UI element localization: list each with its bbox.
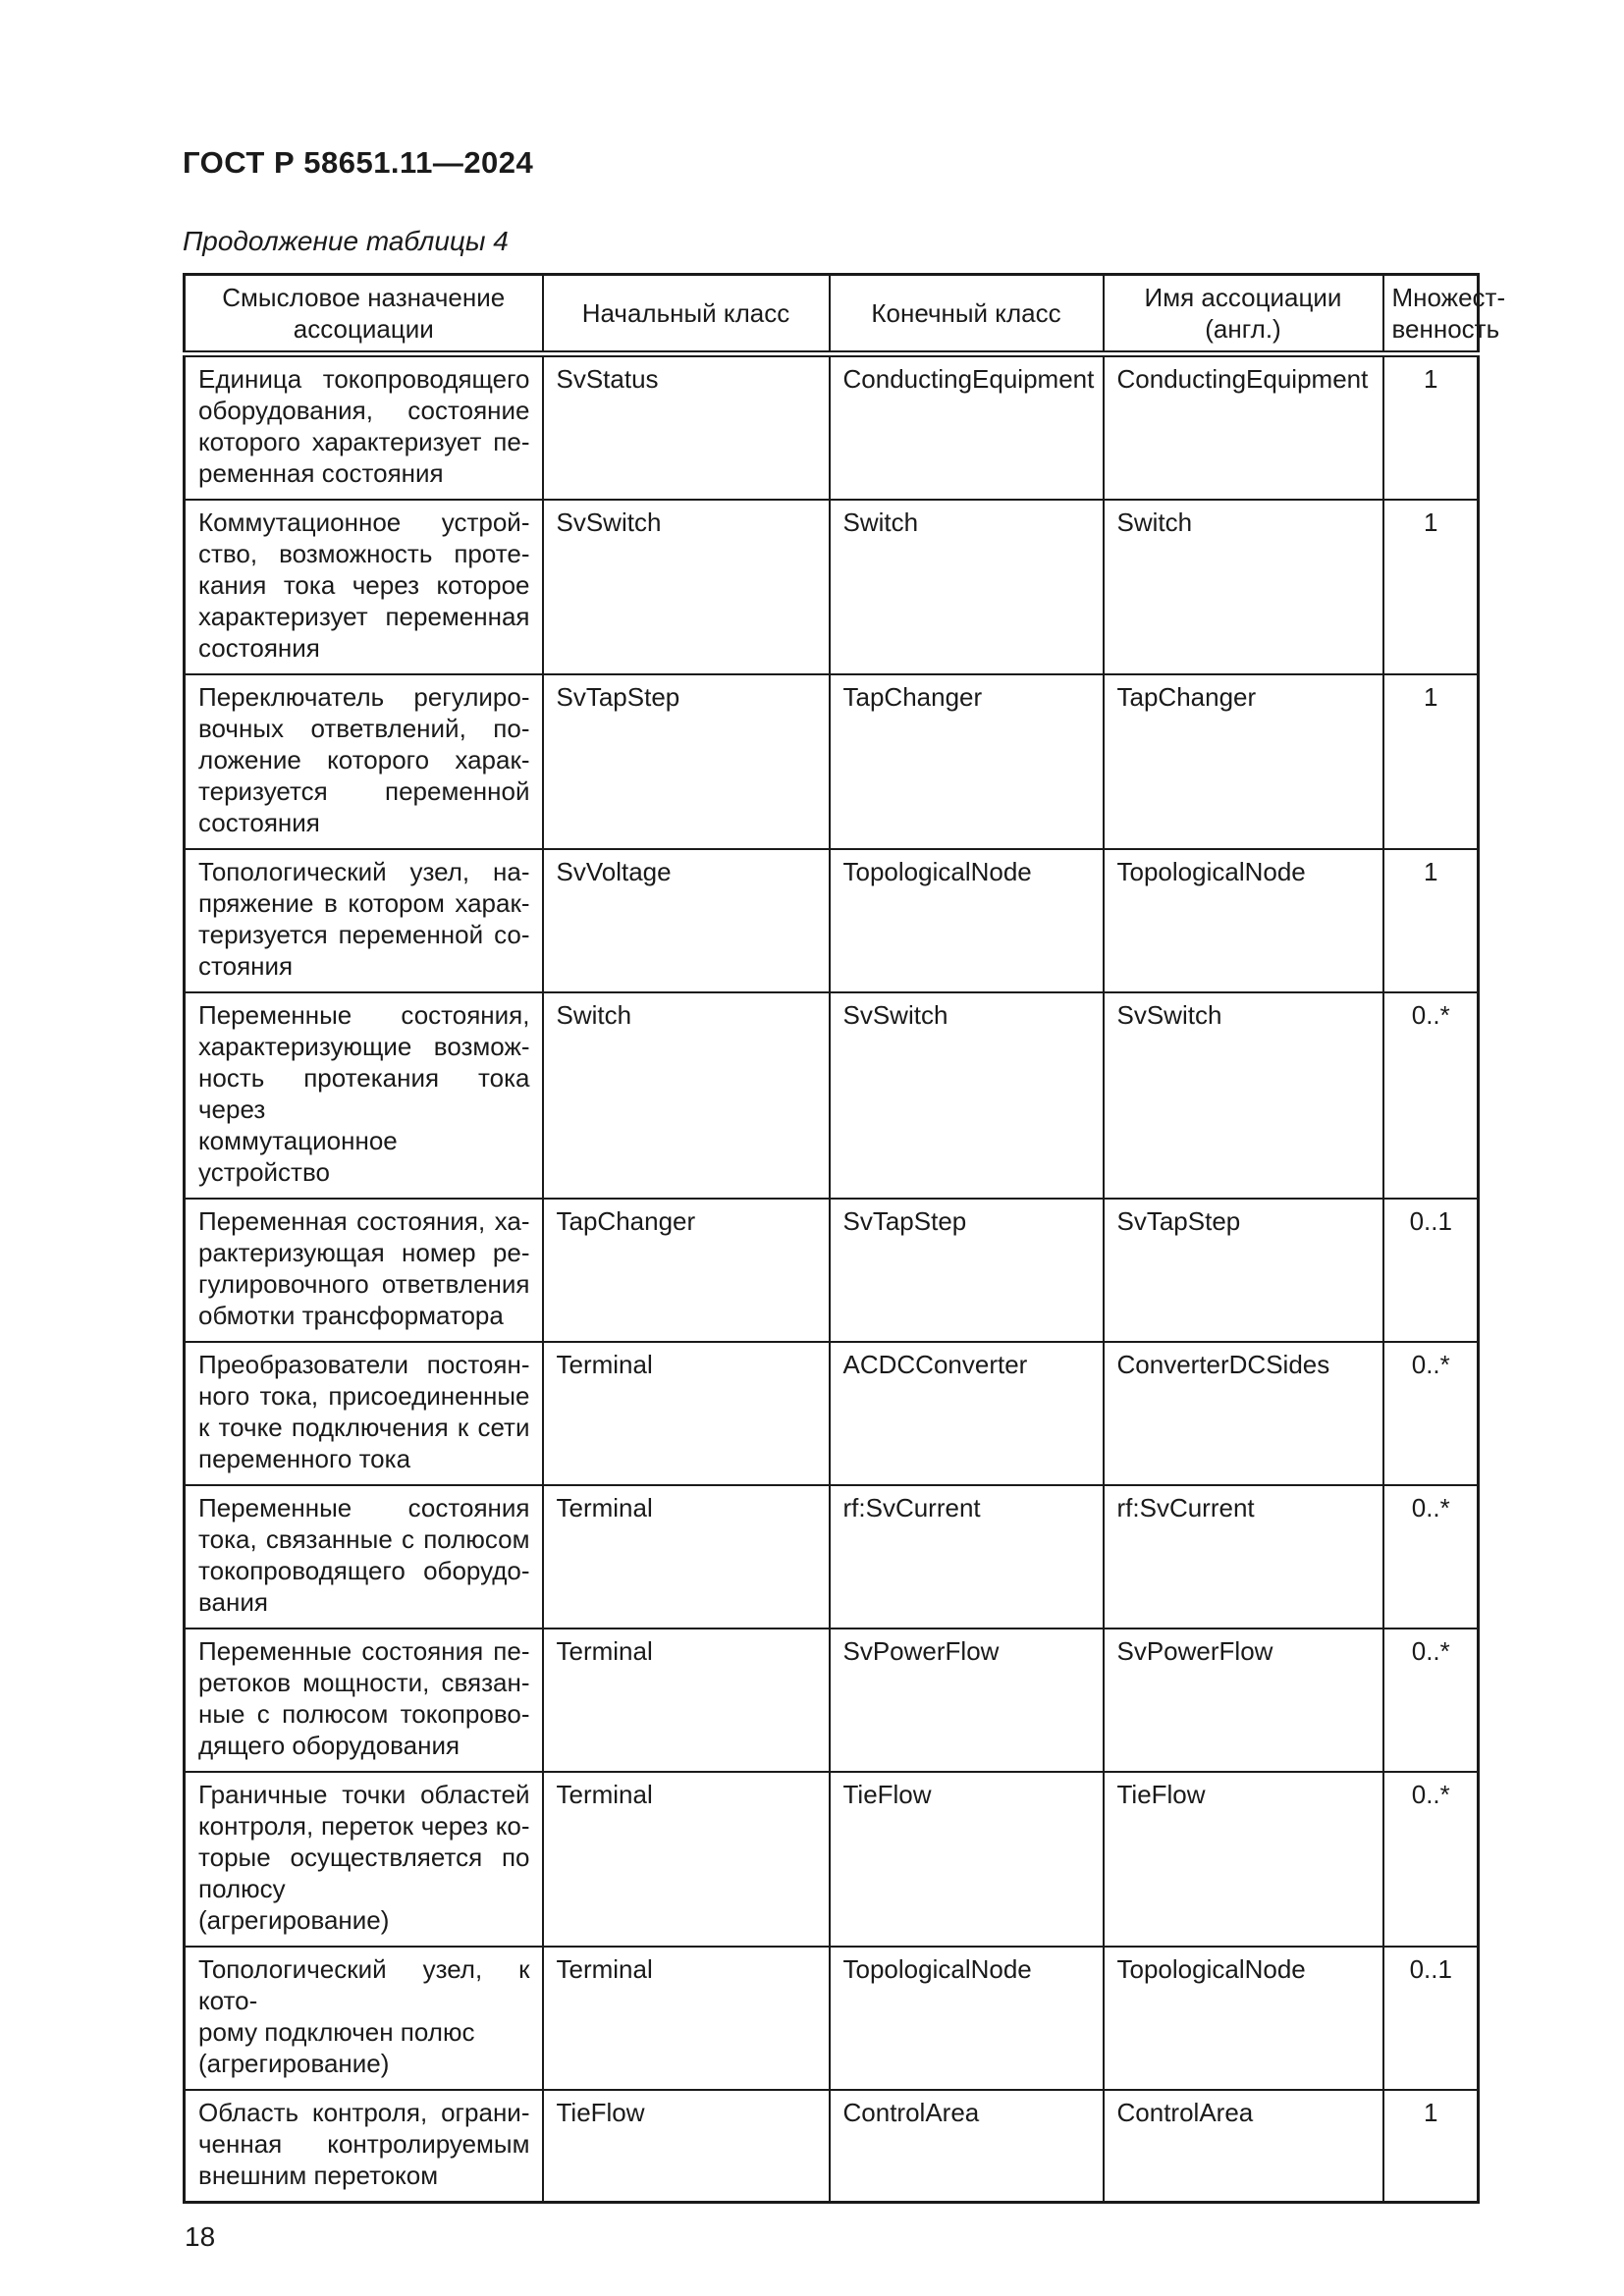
cell-start-class: SvSwitch bbox=[543, 500, 830, 674]
cell-end-class: ConductingEquipment bbox=[830, 354, 1104, 501]
cell-multiplicity: 1 bbox=[1383, 354, 1479, 501]
table-row bbox=[185, 1485, 1479, 1629]
table-row bbox=[185, 849, 1479, 992]
cell-start-class: Terminal bbox=[543, 1629, 830, 1772]
cell-association-name: rf:SvCurrent bbox=[1104, 1485, 1383, 1629]
text-line: Переменные состояния bbox=[198, 1493, 530, 1522]
text-line: ность протекания тока через bbox=[198, 1063, 530, 1124]
text-line: тока, связанные с полюсом bbox=[198, 1524, 530, 1554]
table-row bbox=[185, 674, 1479, 849]
cell-end-class: TapChanger bbox=[830, 674, 1104, 849]
text-line: внешним перетоком bbox=[198, 2161, 439, 2190]
header-row bbox=[185, 275, 1479, 354]
text-line: коммутационное устройство bbox=[198, 1126, 398, 1187]
page-number: 18 bbox=[185, 2221, 216, 2252]
cell-start-class: TieFlow bbox=[543, 2090, 830, 2203]
cell-end-class: TopologicalNode bbox=[830, 849, 1104, 992]
text-line: Переменные состояния пе- bbox=[198, 1636, 530, 1666]
cell-end-class: SvPowerFlow bbox=[830, 1629, 1104, 1772]
text-line: полюсу bbox=[198, 1874, 286, 1903]
cell-end-class: ACDCConverter bbox=[830, 1342, 1104, 1485]
cell-association-name: SvTapStep bbox=[1104, 1199, 1383, 1342]
cell-association-name: TapChanger bbox=[1104, 674, 1383, 849]
cell-multiplicity: 1 bbox=[1383, 849, 1479, 992]
header-text-line: Смысловое назначение bbox=[222, 283, 506, 312]
text-line: Переменные состояния, bbox=[198, 1000, 530, 1030]
cell-multiplicity: 0..* bbox=[1383, 992, 1479, 1199]
cell-multiplicity: 1 bbox=[1383, 500, 1479, 674]
text-line: стояния bbox=[198, 951, 294, 981]
cell-purpose bbox=[185, 354, 543, 501]
text-line: ременная состояния bbox=[198, 458, 444, 488]
text-line: теризуется переменной bbox=[198, 776, 530, 806]
cell-end-class: rf:SvCurrent bbox=[830, 1485, 1104, 1629]
cell-association-name: TieFlow bbox=[1104, 1772, 1383, 1947]
text-line: контроля, переток через ко- bbox=[198, 1811, 530, 1841]
cell-multiplicity: 0..1 bbox=[1383, 1199, 1479, 1342]
text-line: переменного тока bbox=[198, 1444, 411, 1473]
cell-start-class: SvTapStep bbox=[543, 674, 830, 849]
cell-purpose bbox=[185, 1342, 543, 1485]
header-text-line: венность bbox=[1391, 314, 1500, 344]
table-row bbox=[185, 354, 1479, 501]
text-line: Граничные точки областей bbox=[198, 1780, 530, 1809]
cell-purpose bbox=[185, 992, 543, 1199]
cell-end-class: SvSwitch bbox=[830, 992, 1104, 1199]
text-line: к точке подключения к сети bbox=[198, 1413, 530, 1442]
cell-start-class: Switch bbox=[543, 992, 830, 1199]
cell-association-name: TopologicalNode bbox=[1104, 1947, 1383, 2090]
col-header-end-class bbox=[830, 275, 1104, 354]
text-line: токопроводящего оборудо- bbox=[198, 1556, 530, 1585]
cell-association-name: ConverterDCSides bbox=[1104, 1342, 1383, 1485]
cell-start-class: Terminal bbox=[543, 1772, 830, 1947]
text-line: состояния bbox=[198, 633, 320, 663]
text-line: Единица токопроводящего bbox=[198, 364, 530, 394]
text-line: (агрегирование) bbox=[198, 1905, 390, 1935]
text-line: Переменная состояния, ха- bbox=[198, 1206, 530, 1236]
cell-multiplicity: 0..* bbox=[1383, 1629, 1479, 1772]
cell-association-name: SvPowerFlow bbox=[1104, 1629, 1383, 1772]
table-row bbox=[185, 2090, 1479, 2203]
text-line: Топологический узел, на- bbox=[198, 857, 530, 886]
cell-multiplicity: 0..1 bbox=[1383, 1947, 1479, 2090]
text-line: гулировочного ответвления bbox=[198, 1269, 530, 1299]
cell-purpose bbox=[185, 1772, 543, 1947]
text-line: Область контроля, ограни- bbox=[198, 2098, 530, 2127]
cell-multiplicity: 0..* bbox=[1383, 1485, 1479, 1629]
text-line: состояния bbox=[198, 808, 320, 837]
cell-start-class: SvVoltage bbox=[543, 849, 830, 992]
cell-multiplicity: 0..* bbox=[1383, 1772, 1479, 1947]
table-row bbox=[185, 1772, 1479, 1947]
cell-multiplicity: 1 bbox=[1383, 2090, 1479, 2203]
cell-end-class: ControlArea bbox=[830, 2090, 1104, 2203]
header-text-line: Имя ассоциации (англ.) bbox=[1144, 283, 1342, 344]
associations-table bbox=[183, 273, 1506, 2204]
cell-end-class: Switch bbox=[830, 500, 1104, 674]
document-code: ГОСТ Р 58651.11—2024 bbox=[183, 145, 534, 180]
cell-end-class: TieFlow bbox=[830, 1772, 1104, 1947]
text-line: (агрегирование) bbox=[198, 2049, 390, 2078]
text-line: обмотки трансформатора bbox=[198, 1301, 504, 1330]
header-text-line: ассоциации bbox=[293, 314, 434, 344]
cell-association-name: TopologicalNode bbox=[1104, 849, 1383, 992]
table-row bbox=[185, 1947, 1479, 2090]
text-line: ного тока, присоединенные bbox=[198, 1381, 530, 1411]
cell-purpose bbox=[185, 1629, 543, 1772]
text-line: дящего оборудования bbox=[198, 1731, 460, 1760]
text-line: которого характеризует пе- bbox=[198, 427, 530, 456]
table-row bbox=[185, 500, 1479, 674]
table-row bbox=[185, 1629, 1479, 1772]
cell-end-class: SvTapStep bbox=[830, 1199, 1104, 1342]
cell-purpose bbox=[185, 674, 543, 849]
cell-start-class: Terminal bbox=[543, 1342, 830, 1485]
text-line: торые осуществляется по bbox=[198, 1842, 530, 1872]
text-line: рактеризующая номер ре- bbox=[198, 1238, 530, 1267]
text-line: ретоков мощности, связан- bbox=[198, 1668, 530, 1697]
text-line: Коммутационное устрой- bbox=[198, 507, 530, 537]
cell-start-class: Terminal bbox=[543, 1485, 830, 1629]
cell-purpose bbox=[185, 1947, 543, 2090]
table-row bbox=[185, 1199, 1479, 1342]
associations-table-header bbox=[185, 275, 1506, 354]
text-line: ложение которого харак- bbox=[198, 745, 530, 774]
cell-association-name: Switch bbox=[1104, 500, 1383, 674]
cell-purpose bbox=[185, 1199, 543, 1342]
cell-multiplicity: 0..* bbox=[1383, 1342, 1479, 1485]
text-line: ство, возможность проте- bbox=[198, 539, 530, 568]
cell-purpose bbox=[185, 2090, 543, 2203]
cell-end-class: TopologicalNode bbox=[830, 1947, 1104, 2090]
cell-start-class: Terminal bbox=[543, 1947, 830, 2090]
col-header-purpose bbox=[185, 275, 543, 354]
header-text-line: Множест- bbox=[1391, 283, 1506, 312]
col-header-start-class bbox=[543, 275, 830, 354]
text-line: вания bbox=[198, 1587, 268, 1617]
text-line: оборудования, состояние bbox=[198, 396, 530, 425]
cell-association-name: ConductingEquipment bbox=[1104, 354, 1383, 501]
associations-table-body bbox=[185, 354, 1479, 2203]
text-line: характеризующие возмож- bbox=[198, 1032, 530, 1061]
text-line: Преобразователи постоян- bbox=[198, 1350, 530, 1379]
text-line: характеризует переменная bbox=[198, 602, 530, 631]
table-row bbox=[185, 992, 1479, 1199]
cell-association-name: ControlArea bbox=[1104, 2090, 1383, 2203]
text-line: рому подключен полюс bbox=[198, 2017, 475, 2047]
text-line: теризуется переменной со- bbox=[198, 920, 530, 949]
text-line: вочных ответвлений, по- bbox=[198, 714, 530, 743]
cell-multiplicity: 1 bbox=[1383, 674, 1479, 849]
text-line: кания тока через которое bbox=[198, 570, 530, 600]
text-line: Топологический узел, к кото- bbox=[198, 1954, 530, 2015]
table-row bbox=[185, 1342, 1479, 1485]
cell-purpose bbox=[185, 1485, 543, 1629]
col-header-multiplicity bbox=[1383, 275, 1506, 354]
cell-purpose bbox=[185, 849, 543, 992]
text-line: Переключатель регулиро- bbox=[198, 682, 530, 712]
cell-start-class: SvStatus bbox=[543, 354, 830, 501]
cell-start-class: TapChanger bbox=[543, 1199, 830, 1342]
text-line: ченная контролируемым bbox=[198, 2129, 530, 2159]
header-text-line: Конечный класс bbox=[871, 298, 1061, 328]
cell-purpose bbox=[185, 500, 543, 674]
col-header-association bbox=[1104, 275, 1383, 354]
text-line: ные с полюсом токопрово- bbox=[198, 1699, 530, 1729]
table-caption: Продолжение таблицы 4 bbox=[183, 226, 509, 256]
header-text-line: Начальный класс bbox=[581, 298, 790, 328]
cell-association-name: SvSwitch bbox=[1104, 992, 1383, 1199]
text-line: пряжение в котором харак- bbox=[198, 888, 530, 918]
